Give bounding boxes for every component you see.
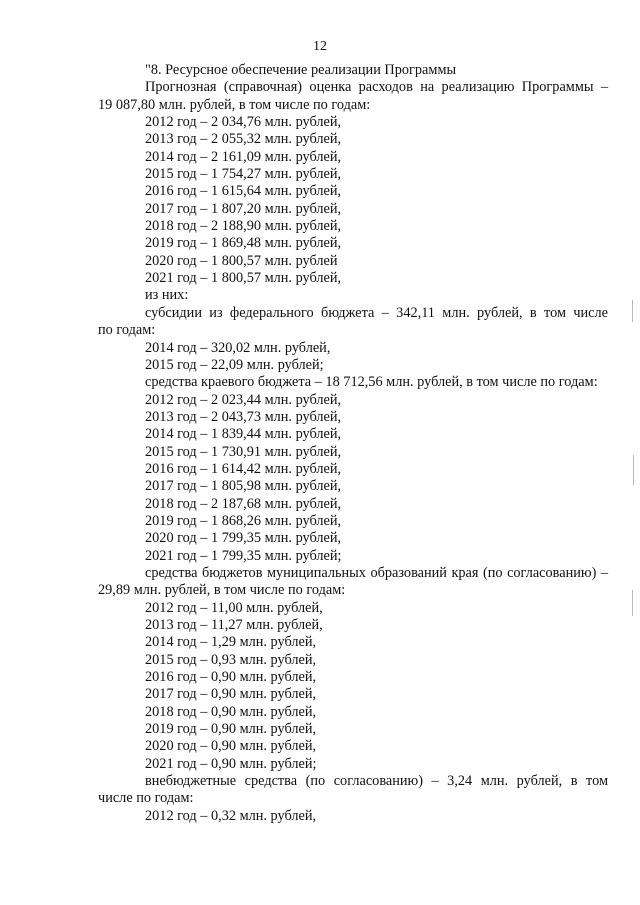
text-line: 2016 год – 1 614,42 млн. рублей, (145, 460, 342, 477)
text-line: 2015 год – 1 730,91 млн. рублей, (145, 443, 342, 460)
text-line: средства бюджетов муниципальных образований края (по согласованию) – (145, 564, 608, 581)
text-line: 2021 год – 1 799,35 млн. рублей; (145, 547, 342, 564)
text-line: 2017 год – 1 807,20 млн. рублей, (145, 200, 342, 217)
text-line: "8. Ресурсное обеспечение реализации Программы (145, 62, 457, 78)
text-line: 2021 год – 1 800,57 млн. рублей, (145, 270, 342, 287)
text-line: числе по годам: (98, 790, 194, 807)
text-line: 2021 год – 0,90 млн. рублей; (145, 755, 317, 772)
text-line: 2013 год – 2 043,73 млн. рублей, (145, 408, 342, 425)
text-line: 2012 год – 11,00 млн. рублей, (145, 599, 323, 616)
text-line: 2012 год – 2 023,44 млн. рублей, (145, 391, 342, 408)
text-line: 2016 год – 1 615,64 млн. рублей, (145, 183, 342, 200)
scan-edge-mark (632, 590, 633, 616)
text-line: 19 087,80 млн. рублей, в том числе по годам: (98, 96, 371, 113)
text-line: 2016 год – 0,90 млн. рублей, (145, 669, 317, 686)
text-line: из них: (145, 287, 189, 304)
text-line: 2012 год – 0,32 млн. рублей, (145, 807, 317, 824)
text-line: 2014 год – 320,02 млн. рублей, (145, 339, 331, 356)
document-body (98, 62, 608, 825)
text-line: 29,89 млн. рублей, в том числе по годам: (98, 582, 346, 599)
text-line: 2019 год – 0,90 млн. рублей, (145, 721, 317, 738)
text-line: Прогнозная (справочная) оценка расходов на реализацию Программы – (145, 79, 608, 96)
text-line: 2013 год – 2 055,32 млн. рублей, (145, 131, 342, 148)
text-line: 2014 год – 1,29 млн. рублей, (145, 634, 317, 651)
text-line: 2015 год – 1 754,27 млн. рублей, (145, 166, 342, 183)
text-line: 2015 год – 22,09 млн. рублей; (145, 356, 324, 373)
page-number: 12 (313, 39, 327, 54)
text-line: 2018 год – 2 187,68 млн. рублей, (145, 495, 342, 512)
text-line: 2014 год – 1 839,44 млн. рублей, (145, 426, 342, 443)
text-line: 2020 год – 1 800,57 млн. рублей (145, 252, 338, 269)
scan-edge-mark (632, 300, 633, 322)
text-line: 2018 год – 0,90 млн. рублей, (145, 703, 317, 720)
text-line: 2013 год – 11,27 млн. рублей, (145, 617, 323, 633)
text-line: 2020 год – 1 799,35 млн. рублей, (145, 530, 342, 547)
text-line: средства краевого бюджета – 18 712,56 млн. рублей, в том числе по годам: (145, 374, 598, 391)
text-line: субсидии из федерального бюджета – 342,11 млн. рублей, в том числе (145, 304, 608, 321)
text-line: 2014 год – 2 161,09 млн. рублей, (145, 148, 342, 165)
text-line: 2015 год – 0,93 млн. рублей, (145, 651, 317, 668)
text-line: 2017 год – 0,90 млн. рублей, (145, 686, 317, 703)
text-line: 2012 год – 2 034,76 млн. рублей, (145, 114, 342, 131)
scan-edge-mark (633, 455, 634, 485)
text-line: по годам: (98, 322, 156, 339)
text-line: 2019 год – 1 869,48 млн. рублей, (145, 235, 342, 252)
text-line: 2017 год – 1 805,98 млн. рублей, (145, 478, 342, 495)
text-line: 2018 год – 2 188,90 млн. рублей, (145, 218, 342, 235)
text-line: внебюджетные средства (по согласованию) – 3,24 млн. рублей, в том (145, 773, 608, 790)
text-line: 2020 год – 0,90 млн. рублей, (145, 738, 317, 755)
text-line: 2019 год – 1 868,26 млн. рублей, (145, 512, 342, 529)
